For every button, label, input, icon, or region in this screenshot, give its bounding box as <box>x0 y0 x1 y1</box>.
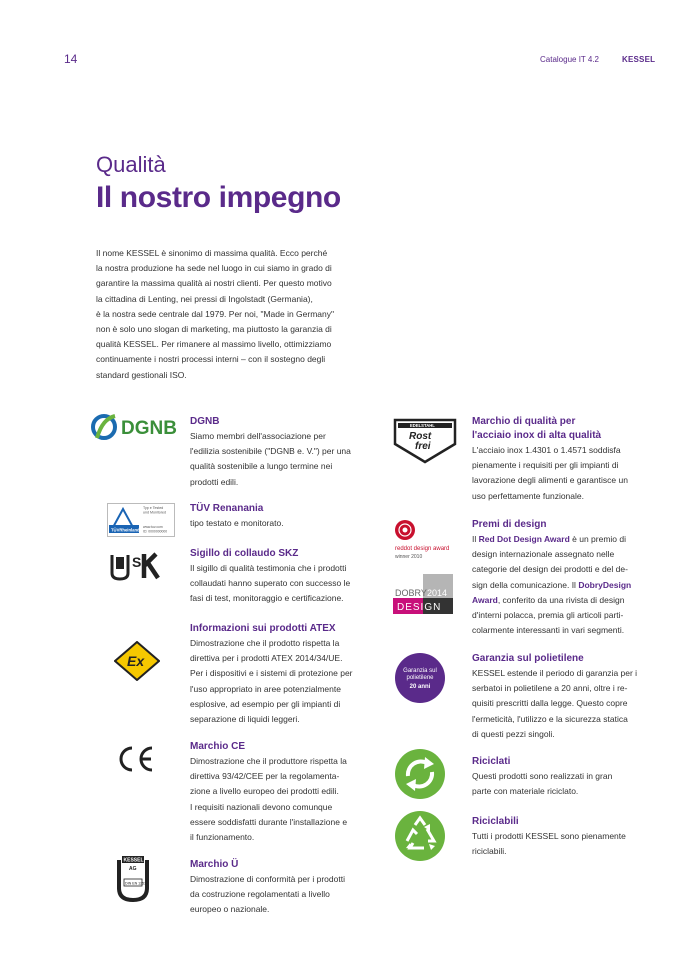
page-title: Il nostro impegno <box>96 181 341 214</box>
tuv-brand: TÜVRheinland <box>111 527 140 533</box>
page-number: 14 <box>64 52 78 66</box>
guarantee-line: KESSEL estende il periodo di garanzia per i <box>472 668 638 678</box>
inox-block <box>472 415 657 504</box>
tuv-top: Typ e Tested <box>143 506 164 510</box>
intro-line: è la nostra sede centrale dal 1979. Per noi, "Made in Germany" <box>96 308 335 319</box>
u-mark-brand: KESSEL <box>123 857 144 864</box>
dgnb-line: qualità sostenibile a lungo termine nei <box>190 461 333 472</box>
tuv-badge <box>107 503 175 542</box>
ce-block <box>190 740 370 845</box>
skz-block <box>190 547 370 607</box>
guarantee-l1: Garanzia sul <box>403 668 437 674</box>
tuv-title: TÜV Renanania <box>190 503 264 514</box>
recyclable-line: riciclabili. <box>472 846 507 857</box>
atex-line: l'uso appropriato in aree potenzialmente <box>190 683 341 694</box>
ce-title: Marchio CE <box>190 741 246 752</box>
inox-line: L'acciaio inox 1.4301 o 1.4571 soddisfa <box>472 445 621 455</box>
dgnb-line: Siamo membri dell'associazione per <box>190 431 326 441</box>
tuv-block <box>190 502 370 531</box>
ce-line: I requisiti nazionali devono comunque <box>190 801 333 812</box>
intro-line: standard gestionali ISO. <box>96 369 187 380</box>
brand-label: KESSEL <box>622 55 656 64</box>
dgnb-title: DGNB <box>190 416 220 427</box>
design-award-title: Premi di design <box>472 519 547 530</box>
u-mark-ag: AG <box>129 866 137 872</box>
dobry-year: 2014 <box>427 588 448 598</box>
intro-line: la cittadina di Lenting, nei pressi di Ingolstadt (Germania), <box>96 293 313 304</box>
dgnb-logo-text: DGNB <box>121 418 177 439</box>
dobry-award-name: DobryDesign <box>578 579 632 590</box>
u-mark-code: DIN EN 1253 <box>125 881 147 886</box>
inox-line: lavorazione degli alimenti e garantisce un <box>472 475 628 486</box>
design-award-line: Award, conferito da una rivista di design <box>472 594 625 605</box>
dgnb-line: l'edilizia sostenibile ("DGNB e. V.") per una <box>190 446 351 457</box>
design-award-line: design internazionale assegnato nelle <box>472 549 615 560</box>
atex-line: esplosive, ad esempio per gli impianti di <box>190 698 341 709</box>
ce-line: direttiva 93/42/CEE per la regolamenta- <box>190 771 340 782</box>
intro-line: Il nome KESSEL è sinonimo di massima qualità. Ecco perché <box>96 248 328 258</box>
u-mark-line: europeo o nazionale. <box>190 904 270 915</box>
section-kicker: Qualità <box>96 152 166 177</box>
dgnb-block <box>190 415 370 490</box>
intro-line: garantire la massima qualità ai nostri clienti. Per questo motivo <box>96 278 332 289</box>
guarantee-line: di questi pezzi singoli. <box>472 728 555 739</box>
ce-line: zione a livello europeo dei prodotti edili. <box>190 786 339 797</box>
skz-line: collaudati hanno superato con successo le <box>190 578 351 589</box>
atex-icon <box>114 641 160 686</box>
guarantee-badge <box>394 652 446 709</box>
tuv-line: tipo testato e monitorato. <box>190 518 284 528</box>
recycled-line: Questi prodotti sono realizzati in gran <box>472 771 613 781</box>
atex-line: Dimostrazione che il prodotto rispetta la <box>190 638 340 648</box>
dgnb-line: prodotti edili. <box>190 476 239 487</box>
design-award-line: Il Red Dot Design Award è un premio di <box>472 534 627 544</box>
u-mark-line: da costruzione regolamentati a livello <box>190 889 330 900</box>
guarantee-block <box>472 652 657 742</box>
design-award-block <box>472 518 657 638</box>
design-award-line: categorie del design dei prodotti e del de- <box>472 564 628 575</box>
inox-title: Marchio di qualità per <box>472 416 576 427</box>
intro-line: non è solo uno slogan di marketing, ma piuttosto la garanzia di <box>96 324 332 335</box>
dobry-bottom: DESIGN <box>397 602 442 613</box>
guarantee-l3: 20 anni <box>409 684 431 690</box>
guarantee-title: Garanzia sul polietilene <box>472 653 584 664</box>
svg-text:S: S <box>132 554 142 570</box>
recycled-block <box>472 755 657 799</box>
reddot-award-name: Red Dot Design Award <box>478 534 570 544</box>
ce-mark-icon <box>114 744 156 779</box>
atex-block <box>190 622 370 727</box>
guarantee-line: quisiti prescritti dalla legge. Questo copre <box>472 698 628 709</box>
dobry-design-logo <box>393 574 455 621</box>
recycled-line: parte con materiale riciclato. <box>472 786 579 797</box>
tuv-bottom: www.tuv.com <box>143 525 163 529</box>
guarantee-line: serbatoi in polietilene a 20 anni, oltre i re- <box>472 683 628 694</box>
intro-line: la nostra produzione ha sede nel luogo in cui siamo in grado di <box>96 263 332 274</box>
design-award-line: sign della comunicazione. Il DobryDesign <box>472 579 632 590</box>
atex-title: Informazioni sui prodotti ATEX <box>190 623 336 634</box>
recyclable-title: Riciclabili <box>472 816 519 827</box>
atex-line: direttiva per i prodotti ATEX 2014/34/UE. <box>190 653 343 664</box>
ce-line: Dimostrazione che il produttore rispetta la <box>190 756 347 766</box>
design-award-line: colarmente interessanti in vari segmenti. <box>472 625 625 636</box>
atex-line: separazione di liquidi leggeri. <box>190 714 300 725</box>
ce-line: il funzionamento. <box>190 832 255 843</box>
guarantee-line: l'ermeticità, l'utilizzo e la sicurezza statica <box>472 713 628 724</box>
design-award-line: d'interni polacca, premia gli articoli parti- <box>472 610 624 621</box>
dobry-top: DOBRY <box>395 588 427 598</box>
u-mark-line: Dimostrazione di conformità per i prodotti <box>190 874 345 884</box>
u-mark-icon <box>116 856 150 907</box>
intro-line: qualità KESSEL. Per rimanere al massimo livello, ottimizziamo <box>96 339 332 350</box>
tuv-id: ID: 0000000000 <box>143 529 168 534</box>
inox-line: uso perfettamente funzionale. <box>472 490 584 501</box>
rostfrei-word1: Rost <box>409 431 432 442</box>
tuv-top2: und Monitored <box>143 510 166 515</box>
inox-line: pienamente i requisiti per gli impianti di <box>472 460 619 471</box>
rostfrei-top: EDELSTAHL <box>410 423 435 429</box>
skz-line: Il sigillo di qualità testimonia che i prodotti <box>190 563 347 573</box>
u-mark-title: Marchio Ü <box>190 859 239 870</box>
skz-line: fasi di test, monitoraggio e certificazione. <box>190 593 344 604</box>
guarantee-l2: polietilene <box>406 675 434 681</box>
dobry-award-name-2: Award <box>472 594 498 605</box>
svg-text:Ex: Ex <box>127 653 145 669</box>
intro-line: continuamente i nostri processi interni – con il sostegno degli <box>96 354 326 365</box>
recyclable-line: Tutti i prodotti KESSEL sono pienamente <box>472 831 626 841</box>
intro-paragraph <box>96 246 366 383</box>
rostfrei-shield-icon <box>393 418 457 469</box>
skz-title: Sigillo di collaudo SKZ <box>190 548 299 559</box>
dgnb-logo <box>91 412 177 447</box>
u-mark-block <box>190 858 370 918</box>
ce-line: essere soddisfatti durante l'installazione e <box>190 816 348 827</box>
catalogue-label: Catalogue IT 4.2 <box>540 55 600 64</box>
recyclable-icon <box>394 810 446 867</box>
recyclable-block <box>472 815 657 859</box>
reddot-line: reddot design award <box>395 546 450 552</box>
inox-title-2: l'acciaio inox di alta qualità <box>472 430 602 441</box>
recycled-title: Riciclati <box>472 756 511 767</box>
skz-seal-icon <box>110 551 166 586</box>
recycled-icon <box>394 748 446 805</box>
reddot-sub: winner 2010 <box>395 554 423 560</box>
rostfrei-word2: frei <box>415 441 431 452</box>
reddot-award-logo <box>393 518 459 569</box>
atex-line: Per i dispositivi e i sistemi di protezione per <box>190 668 353 679</box>
